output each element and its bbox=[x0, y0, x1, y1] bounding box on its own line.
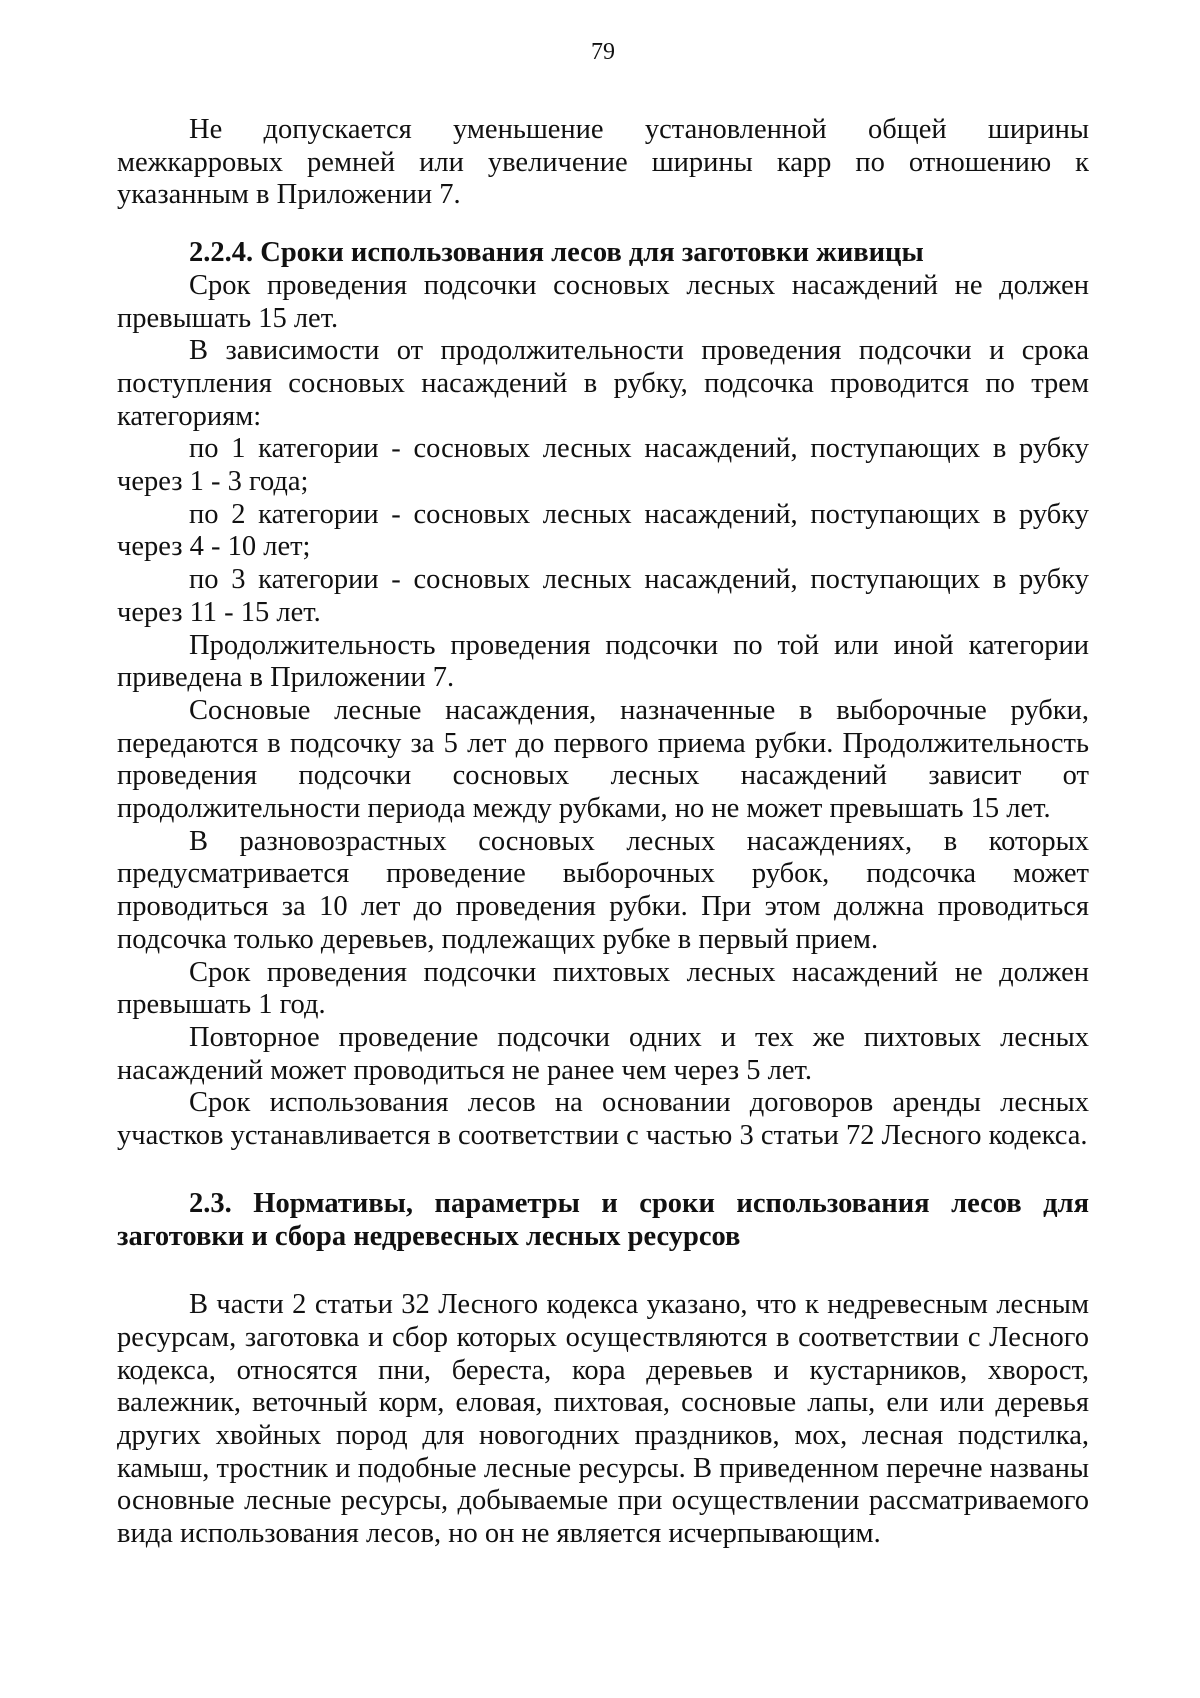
paragraph-duration-reference: Продолжительность проведения подсочки по той или иной категории приведена в Приложении 7. bbox=[117, 629, 1089, 694]
paragraph-category-3: по 3 категории - сосновых лесных насаждений, поступающих в рубку через 11 - 15 лет. bbox=[117, 564, 1089, 628]
section-heading-2-3: 2.3. Нормативы, параметры и сроки использования лесов для заготовки и сбора недревесных лесных ресурсов bbox=[117, 1187, 1089, 1252]
paragraph-categories-intro: В зависимости от продолжительности проведения подсочки и срока поступления сосновых насаждений в рубку, подсочка проводится по трем категориям: bbox=[117, 335, 1089, 432]
paragraph-max-term: Срок проведения подсочки сосновых лесных насаждений не должен превышать 15 лет. bbox=[117, 269, 1089, 334]
section-heading-2-2-4: 2.2.4. Сроки использования лесов для заготовки живицы bbox=[189, 237, 924, 269]
paragraph-uneven-aged: В разновозрастных сосновых лесных насаждениях, в которых предусматривается проведение выборочных рубок, подсочка может проводиться за 10 лет до проведения рубки. При этом должна проводиться подсочка только деревьев, подлежащих рубке в первый прием. bbox=[117, 825, 1089, 955]
paragraph-category-1: по 1 категории - сосновых лесных насаждений, поступающих в рубку через 1 - 3 года; bbox=[117, 433, 1089, 498]
paragraph-lease-term: Срок использования лесов на основании договоров аренды лесных участков устанавливается в соответствии с частью 3 статьи 72 Лесного кодекса. bbox=[117, 1087, 1089, 1152]
paragraph-category-2: по 2 категории - сосновых лесных насаждений, поступающих в рубку через 4 - 10 лет; bbox=[117, 498, 1089, 563]
paragraph-fir-term: Срок проведения подсочки пихтовых лесных насаждений не должен превышать 1 год. bbox=[117, 956, 1089, 1021]
paragraph-reduction-prohibition: Не допускается уменьшение установленной общей ширины межкарровых ремней или увеличение ширины карр по отношению к указанным в Приложении 7. bbox=[117, 114, 1089, 211]
paragraph-selective-felling: Сосновые лесные насаждения, назначенные в выборочные рубки, передаются в подсочку за 5 лет до первого приема рубки. Продолжительность проведения подсочки сосновых лесных насаждений зависит от продолжительности периода между рубками, но не может превышать 15 лет. bbox=[117, 694, 1089, 825]
document-page bbox=[117, 36, 1089, 1551]
paragraph-non-timber-resources: В части 2 статьи 32 Лесного кодекса указано, что к недревесным лесным ресурсам, заготовка и сбор которых осуществляются в соответствии с Лесного кодекса, относятся пни, береста, кора деревьев и кустарников, хворост, валежник, веточный корм, еловая, пихтовая, сосновые лапы, ели или деревья других хвойных пород для новогодних праздников, мох, лесная подстилка, камыш, тростник и подобные лесные ресурсы. В приведенном перечне названы основные лесные ресурсы, добываемые при осуществлении рассматриваемого вида использования лесов, но он не является исчерпывающим. bbox=[117, 1289, 1089, 1550]
page-number: 79 bbox=[591, 39, 615, 65]
paragraph-fir-repeat: Повторное проведение подсочки одних и тех же пихтовых лесных насаждений может проводиться не ранее чем через 5 лет. bbox=[117, 1021, 1089, 1086]
